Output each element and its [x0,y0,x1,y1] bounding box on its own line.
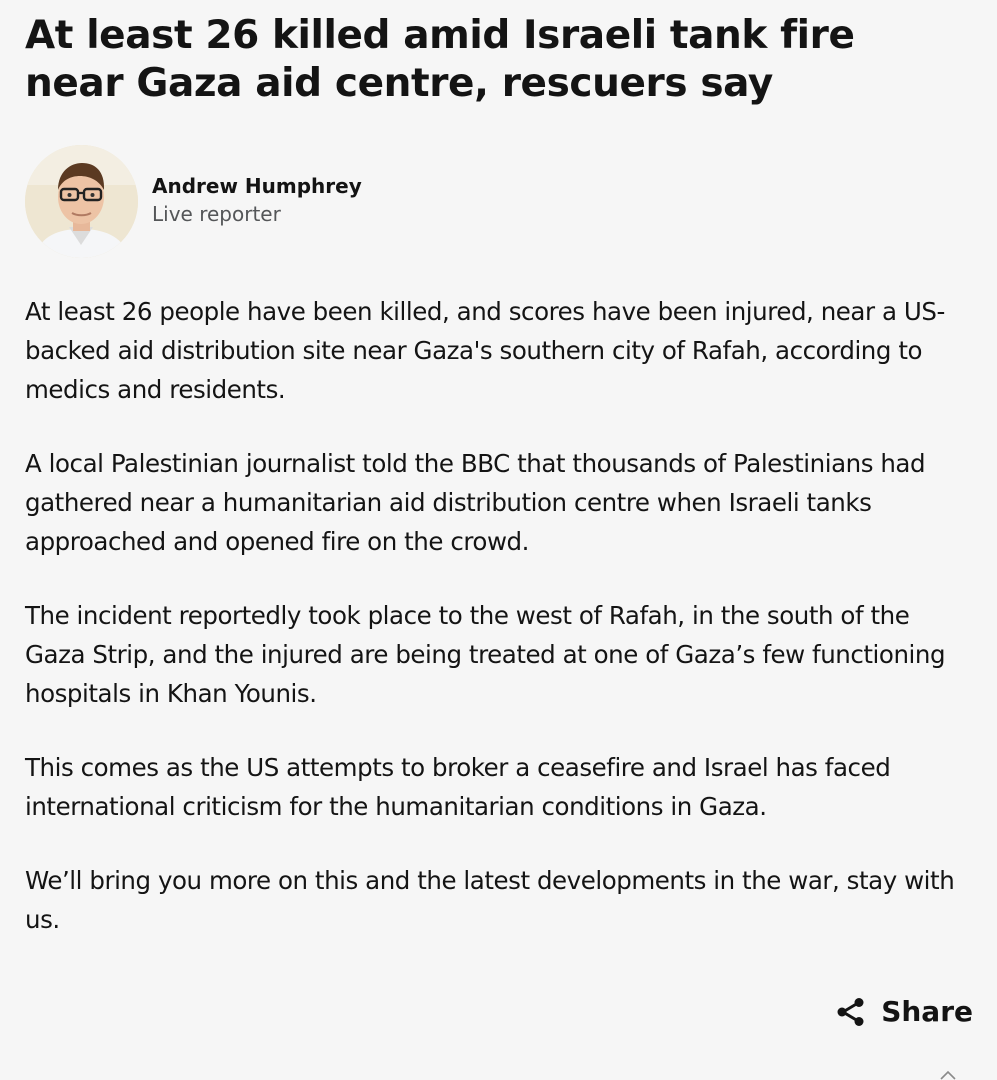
chevron-up-icon[interactable] [939,1070,957,1080]
author-name[interactable]: Andrew Humphrey [152,174,362,198]
paragraph: A local Palestinian journalist told the BBC that thousands of Palestinians had gathered near a humanitarian aid distribution centre when Israeli tanks approached and opened fire on the crowd. [25,449,926,556]
share-label: Share [881,995,973,1028]
byline [25,144,362,258]
share-icon [835,996,867,1028]
author-role: Live reporter [152,202,281,226]
byline-text [152,172,362,228]
paragraph: We’ll bring you more on this and the latest developments in the war, stay with us. [25,866,955,934]
live-post [25,0,975,1080]
paragraph: This comes as the US attempts to broker a ceasefire and Israel has faced international criticism for the humanitarian conditions in Gaza. [25,753,891,821]
paragraph: The incident reportedly took place to the west of Rafah, in the south of the Gaza Strip, and the injured are being treated at one of Gaza’s few functioning hospitals in Khan Younis. [25,601,946,708]
author-photo-icon [25,145,138,258]
post-headline: At least 26 killed amid Israeli tank fire near Gaza aid centre, rescuers say [25,13,855,106]
paragraph: At least 26 people have been killed, and scores have been injured, near a US-backed aid distribution site near Gaza's southern city of Rafah, according to medics and residents. [25,297,945,404]
post-body [25,292,975,974]
share-button[interactable] [835,992,973,1032]
author-avatar [25,145,138,258]
